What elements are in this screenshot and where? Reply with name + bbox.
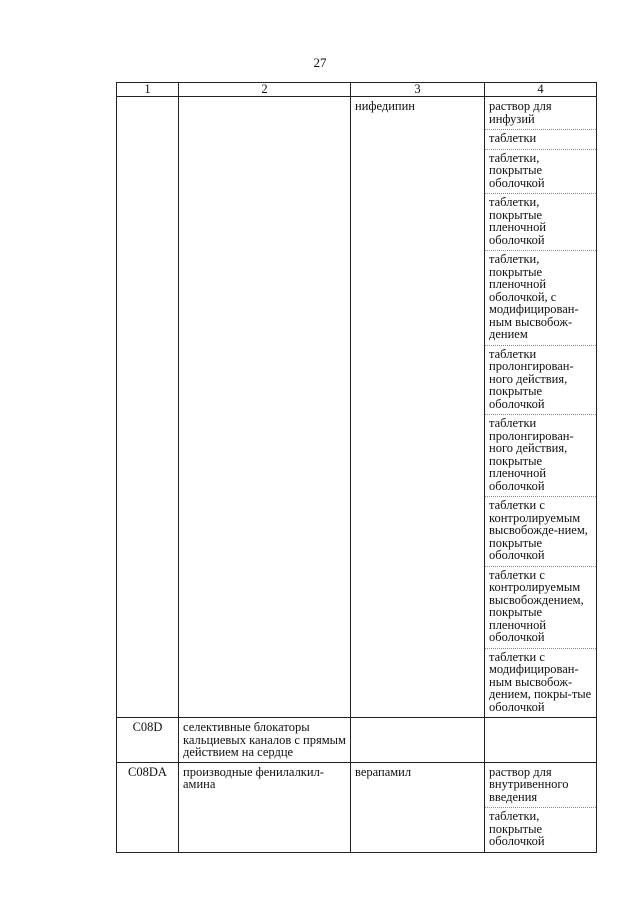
dosage-form: таблетки, покрытые оболочкой [485,807,596,852]
column-header: 2 [179,83,351,97]
dosage-form: таблетки, покрытые пленочной оболочкой, с модифицирован-ным высвобож-дением [485,250,596,345]
column-header: 3 [351,83,485,97]
dosage-form: таблетки с контролируемым высвобождением, покрытые пленочной оболочкой [485,566,596,648]
dosage-forms-cell [485,718,597,763]
table-header-row [117,83,597,97]
dosage-form: таблетки, покрытые пленочной оболочкой [485,193,596,250]
dosage-forms-cell [485,97,597,718]
atc-code-cell: C08D [117,718,179,763]
group-name-cell [179,97,351,718]
dosage-form: таблетки, покрытые оболочкой [485,149,596,194]
table-row [117,97,597,718]
drug-name-cell: верапамил [351,762,485,852]
drug-table [116,82,597,853]
dosage-form: раствор для внутривенного введения [489,764,569,804]
table-row [117,718,597,763]
dosage-form: таблетки [485,129,596,149]
atc-code-cell [117,97,179,718]
drug-name-cell: нифедипин [351,97,485,718]
group-name-cell: селективные блокаторы кальциевых каналов с прямым действием на сердце [179,718,351,763]
page-number: 27 [313,55,327,70]
dosage-form: раствор для инфузий [489,99,552,126]
dosage-form: таблетки с модифицирован-ным высвобож-дением, покры-тые оболочкой [485,648,596,718]
dosage-form: таблетки пролонгирован-ного действия, покрытые пленочной оболочкой [485,414,596,496]
atc-code-cell: C08DA [117,762,179,852]
table-row [117,762,597,852]
column-header: 4 [485,83,597,97]
group-name-cell: производные фенилалкил-амина [179,762,351,852]
drug-name-cell [351,718,485,763]
dosage-form: таблетки с контролируемым высвобожде-нием, покрытые оболочкой [485,496,596,566]
dosage-forms-cell [485,762,597,852]
column-header: 1 [117,83,179,97]
dosage-form: таблетки пролонгирован-ного действия, покрытые оболочкой [485,345,596,415]
